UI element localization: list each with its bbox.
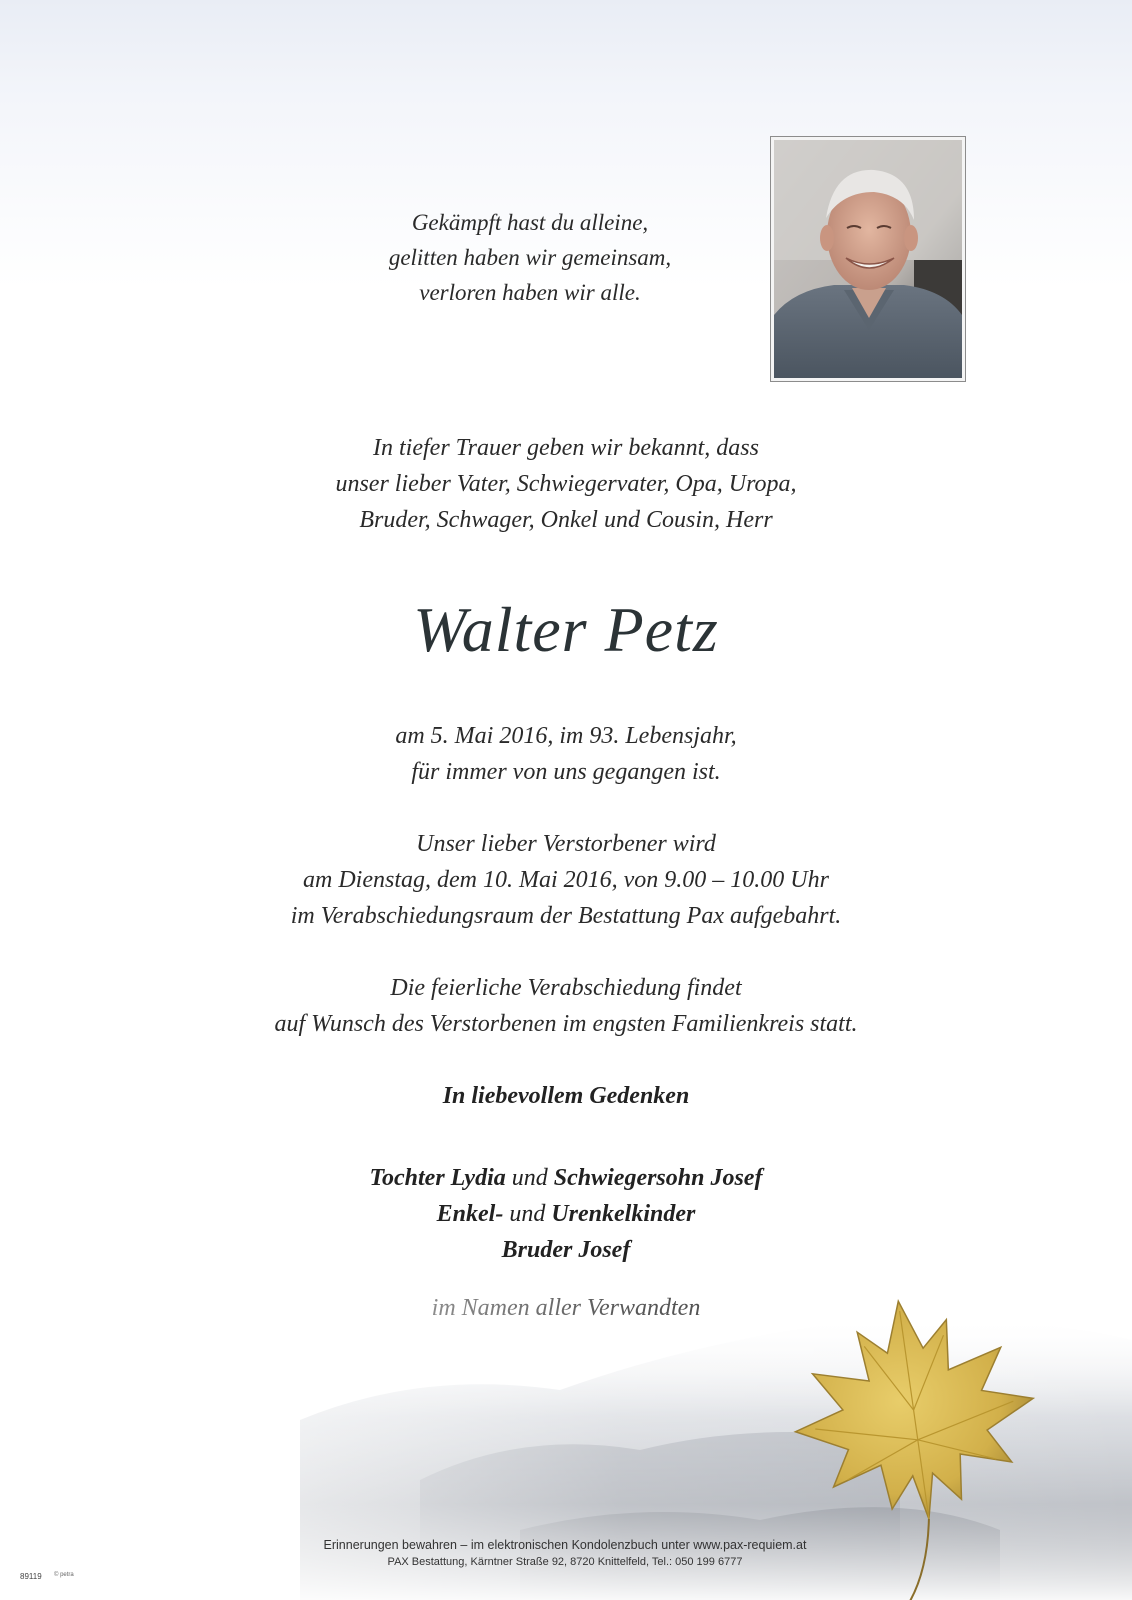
family-name: Bruder Josef bbox=[501, 1237, 631, 1263]
family-name: Schwiegersohn Josef bbox=[553, 1165, 763, 1191]
viewing-line: Unser lieber Verstorbener wird bbox=[416, 831, 716, 857]
footer-address-line: PAX Bestattung, Kärntner Straße 92, 8720 Knittelfeld, Tel.: 050 199 6777 bbox=[387, 1556, 743, 1568]
family-line bbox=[0, 1232, 1132, 1268]
portrait-photo-image bbox=[774, 140, 962, 378]
viewing-info bbox=[0, 826, 1132, 934]
family-line bbox=[0, 1196, 1132, 1232]
deceased-name: Walter Petz bbox=[413, 594, 719, 665]
intro-line: Bruder, Schwager, Onkel und Cousin, Herr bbox=[359, 507, 773, 533]
motto bbox=[300, 205, 760, 310]
family-list bbox=[0, 1160, 1132, 1268]
death-info bbox=[0, 718, 1132, 790]
footer-decoration bbox=[0, 1280, 1132, 1600]
death-line: am 5. Mai 2016, im 93. Lebensjahr, bbox=[395, 723, 737, 749]
intro-line: In tiefer Trauer geben wir bekannt, dass bbox=[373, 435, 759, 461]
in-memory-heading: In liebevollem Gedenken bbox=[442, 1083, 690, 1109]
print-code: 89119 bbox=[20, 1572, 42, 1581]
portrait-photo bbox=[770, 136, 966, 382]
motto-line: Gekämpft hast du alleine, bbox=[411, 210, 649, 235]
farewell-line: Die feierliche Verabschiedung findet bbox=[390, 975, 742, 1001]
family-connector: und bbox=[511, 1165, 548, 1191]
farewell-info bbox=[0, 970, 1132, 1042]
intro-text bbox=[0, 430, 1132, 538]
farewell-line: auf Wunsch des Verstorbenen im engsten Familienkreis statt. bbox=[274, 1011, 858, 1037]
family-line bbox=[0, 1160, 1132, 1196]
footer-condolence-line: Erinnerungen bewahren – im elektronischen Kondolenzbuch unter www.pax-requiem.at bbox=[323, 1538, 807, 1552]
family-name: Tochter Lydia bbox=[369, 1165, 506, 1191]
printer-logo: © petra bbox=[54, 1572, 74, 1578]
family-name: Enkel- bbox=[436, 1201, 504, 1227]
motto-line: gelitten haben wir gemeinsam, bbox=[388, 245, 672, 270]
viewing-line: im Verabschiedungsraum der Bestattung Pax aufgebahrt. bbox=[290, 903, 842, 929]
motto-line: verloren haben wir alle. bbox=[419, 280, 641, 305]
death-line: für immer von uns gegangen ist. bbox=[411, 759, 721, 785]
family-name: Urenkelkinder bbox=[551, 1201, 696, 1227]
family-connector: und bbox=[509, 1201, 546, 1227]
intro-line: unser lieber Vater, Schwiegervater, Opa, Uropa, bbox=[335, 471, 797, 497]
viewing-line: am Dienstag, dem 10. Mai 2016, von 9.00 – 10.00 Uhr bbox=[303, 867, 829, 893]
